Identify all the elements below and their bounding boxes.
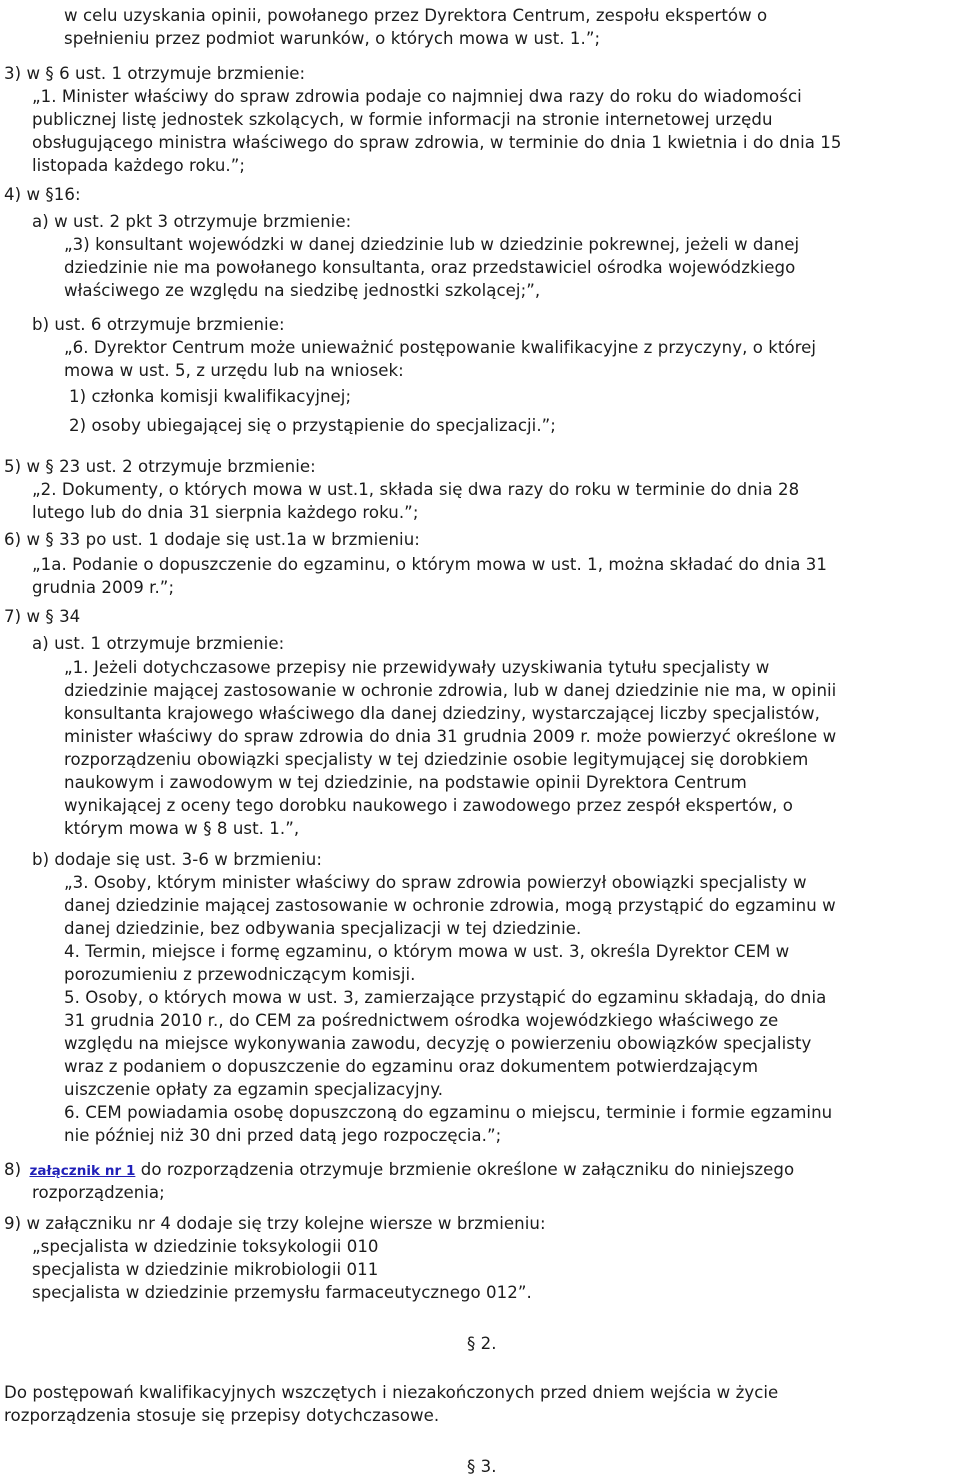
text-line: którym mowa w § 8 ust. 1.”, — [64, 819, 300, 838]
text-line: „specjalista w dziedzinie toksykologii 010 — [32, 1237, 379, 1256]
text-line: właściwego ze względu na siedzibę jednostki szkolącej;”, — [64, 281, 541, 300]
text-line: wynikającej z oceny tego dorobku naukowego i zawodowego przez zespół ekspertów, o — [64, 796, 794, 815]
text-line: 31 grudnia 2010 r., do CEM za pośrednictwem ośrodka wojewódzkiego właściwego ze — [64, 1011, 779, 1030]
text-line: „1a. Podanie o dopuszczenie do egzaminu, o którym mowa w ust. 1, można składać do dnia 31 — [32, 555, 827, 574]
text-line: 4. Termin, miejsce i formę egzaminu, o którym mowa w ust. 3, określa Dyrektor CEM w — [64, 942, 790, 961]
text-line: spełnieniu przez podmiot warunków, o których mowa w ust. 1.”; — [64, 29, 601, 48]
text-line: b) ust. 6 otrzymuje brzmienie: — [32, 315, 285, 334]
text-line: rozporządzeniu obowiązki specjalisty w tej dziedzinie osobie legitymującej się dorobkiem — [64, 750, 809, 769]
text-line: w celu uzyskania opinii, powołanego przez Dyrektora Centrum, zespołu ekspertów o — [64, 6, 768, 25]
text-line: 9) w załączniku nr 4 dodaje się trzy kolejne wiersze w brzmieniu: — [4, 1214, 546, 1233]
text-line: 5. Osoby, o których mowa w ust. 3, zamierzające przystąpić do egzaminu składają, do dnia — [64, 988, 827, 1007]
text-line: rozporządzenia; — [32, 1183, 165, 1202]
text-line: 4) w §16: — [4, 185, 81, 204]
text-line: dziedzinie nie ma powołanego konsultanta, oraz przedstawiciel ośrodka wojewódzkiego — [64, 258, 796, 277]
text-line: minister właściwy do spraw zdrowia do dnia 31 grudnia 2009 r. może powierzyć określone w — [64, 727, 837, 746]
item-8-line — [4, 1158, 794, 1183]
text-line: naukowym i zawodowym w tej dziedzinie, na podstawie opinii Dyrektora Centrum — [64, 773, 747, 792]
text-line: 1) członka komisji kwalifikacyjnej; — [69, 387, 352, 406]
text-line: uiszczenie opłaty za egzamin specjalizacyjny. — [64, 1080, 444, 1099]
text-line: a) w ust. 2 pkt 3 otrzymuje brzmienie: — [32, 212, 352, 231]
text-line: konsultanta krajowego właściwego dla danej dziedziny, wystarczającej liczby specjalistów, — [64, 704, 820, 723]
text-line: publicznej listę jednostek szkolących, w formie informacji na stronie internetowej urzędu — [32, 110, 773, 129]
text-line: specjalista w dziedzinie mikrobiologii 011 — [32, 1260, 379, 1279]
text-line: grudnia 2009 r.”; — [32, 578, 175, 597]
text-line: 6) w § 33 po ust. 1 dodaje się ust.1a w brzmieniu: — [4, 530, 420, 549]
text-line: lutego lub do dnia 31 sierpnia każdego roku.”; — [32, 503, 419, 522]
text-line: „3) konsultant wojewódzki w danej dziedzinie lub w dziedzinie pokrewnej, jeżeli w danej — [64, 235, 800, 254]
text-line: względu na miejsce wykonywania zawodu, decyzję o powierzeniu obowiązków specjalisty — [64, 1034, 812, 1053]
text-line: 2) osoby ubiegającej się o przystąpienie do specjalizacji.”; — [69, 416, 556, 435]
item-8-text: do rozporządzenia otrzymuje brzmienie określone w załączniku do niniejszego — [140, 1160, 795, 1179]
text-line: „1. Minister właściwy do spraw zdrowia podaje co najmniej dwa razy do roku do wiadomości — [32, 87, 802, 106]
section-heading: § 2. — [467, 1334, 497, 1353]
text-line: b) dodaje się ust. 3-6 w brzmieniu: — [32, 850, 322, 869]
text-line: mowa w ust. 5, z urzędu lub na wniosek: — [64, 361, 404, 380]
text-line: wraz z podaniem o dopuszczenie do egzaminu oraz dokumentem potwierdzającym — [64, 1057, 759, 1076]
text-line: danej dziedzinie mającej zastosowanie w ochronie zdrowia, mogą przystąpić do egzaminu w — [64, 896, 836, 915]
text-line: 7) w § 34 — [4, 607, 81, 626]
section-heading: § 3. — [467, 1457, 497, 1476]
text-line: obsługującego ministra właściwego do spraw zdrowia, w terminie do dnia 1 kwietnia i do dnia 15 — [32, 133, 842, 152]
text-line: Do postępowań kwalifikacyjnych wszczętych i niezakończonych przed dniem wejścia w życie — [4, 1383, 779, 1402]
text-line: „2. Dokumenty, o których mowa w ust.1, składa się dwa razy do roku w terminie do dnia 28 — [32, 480, 800, 499]
text-line: nie później niż 30 dni przed datą jego rozpoczęcia.”; — [64, 1126, 502, 1145]
text-line: „1. Jeżeli dotychczasowe przepisy nie przewidywały uzyskiwania tytułu specjalisty w — [64, 658, 770, 677]
text-line: porozumieniu z przewodniczącym komisji. — [64, 965, 416, 984]
text-line: 3) w § 6 ust. 1 otrzymuje brzmienie: — [4, 64, 306, 83]
text-line: 5) w § 23 ust. 2 otrzymuje brzmienie: — [4, 457, 316, 476]
text-line: a) ust. 1 otrzymuje brzmienie: — [32, 634, 285, 653]
text-line: dziedzinie mającej zastosowanie w ochronie zdrowia, lub w danej dziedzinie nie ma, w opinii — [64, 681, 837, 700]
text-line: „6. Dyrektor Centrum może unieważnić postępowanie kwalifikacyjne z przyczyny, o której — [64, 338, 817, 357]
text-line: rozporządzenia stosuje się przepisy dotychczasowe. — [4, 1406, 440, 1425]
item-8-number: 8) — [4, 1160, 22, 1179]
text-line: „3. Osoby, którym minister właściwy do spraw zdrowia powierzył obowiązki specjalisty w — [64, 873, 807, 892]
text-line: danej dziedzinie, bez odbywania specjalizacji w tej dziedzinie. — [64, 919, 582, 938]
attachment-1-link[interactable]: załącznik nr 1 — [29, 1163, 136, 1179]
text-line: specjalista w dziedzinie przemysłu farmaceutycznego 012”. — [32, 1283, 532, 1302]
text-line: 6. CEM powiadamia osobę dopuszczoną do egzaminu o miejscu, terminie i formie egzaminu — [64, 1103, 833, 1122]
text-line: listopada każdego roku.”; — [32, 156, 246, 175]
